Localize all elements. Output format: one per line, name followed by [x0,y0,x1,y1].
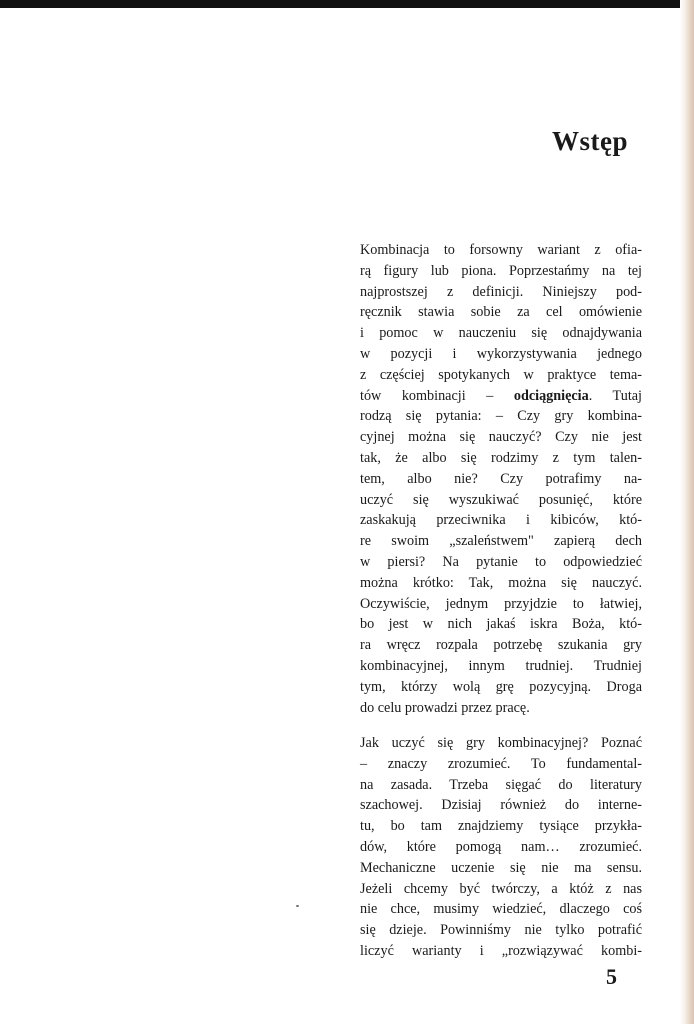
text-fragment: tów kombinacji – [360,387,514,404]
text-line: do celu prowadzi przez pracę. [360,699,530,716]
text-line: Kombinacja to forsowny wariant z ofia- [360,242,642,258]
text-line: uczyć się wyszukiwać posunięć, które [360,491,642,508]
text-line: Jeżeli chcemy być twórczy, a któż z nas [360,880,642,897]
chapter-heading: Wstęp [552,126,628,156]
scan-speck [296,905,299,907]
text-line: w piersi? Na pytanie to odpowiedzieć [360,553,642,570]
text-line: ra wręcz rozpala potrzebę szukania gry [360,637,642,654]
text-line: – znaczy zrozumieć. To fundamental- [360,755,642,772]
text-line: nie chce, musimy wiedzieć, dlaczego coś [360,901,642,918]
text-line: kombinacyjnej, innym trudniej. Trudniej [360,657,642,674]
text-line [360,386,642,407]
text-line: bo jest w nich jakaś iskra Boża, któ- [360,616,642,633]
text-line: z częściej spotykanych w praktyce tema- [360,366,642,383]
text-line: Oczywiście, jednym przyjdzie to łatwiej, [360,595,642,612]
page-edge-shadow [680,0,694,1024]
text-line: zaskakują przeciwnika i kibiców, któ- [360,512,642,529]
scan-top-border [0,0,694,8]
text-line: cyjnej można się nauczyć? Czy nie jest [360,429,642,446]
text-fragment: . Tutaj [588,387,642,404]
text-line: rą figury lub piona. Poprzestańmy na tej [360,262,642,279]
text-line: tem, albo nie? Czy potrafimy na- [360,470,642,487]
text-line: dów, które pomogą nam… zrozumieć. [360,838,642,855]
text-line: re swoim „szaleństwem" zapierą dech [360,533,642,550]
text-line: Jak uczyć się gry kombinacyjnej? Poznać [360,735,642,751]
text-line: na zasada. Trzeba sięgać do literatury [360,776,642,793]
text-line: tak, że albo się rodzimy z tym talen- [360,449,642,466]
text-line: się dzieje. Powinniśmy nie tylko potrafić [360,922,642,939]
text-line: liczyć warianty i „rozwiązywać kombi- [360,942,642,959]
text-line: w pozycji i wykorzystywania jednego [360,345,642,362]
text-line: ręcznik stawia sobie za cel omówienie [360,304,642,321]
paragraph-2 [360,733,642,962]
text-line: rodzą się pytania: – Czy gry kombina- [360,408,642,425]
text-line: najprostszej z definicji. Niniejszy pod- [360,283,642,300]
emphasized-term: odciągnięcia [513,387,589,404]
paragraph-1 [360,240,642,718]
text-line: i pomoc w nauczeniu się odnajdywania [360,325,642,342]
text-line: szachowej. Dzisiaj również do interne- [360,797,642,814]
text-line: tym, którzy wolą grę pozycyjną. Droga [360,678,642,695]
text-line: Mechaniczne uczenie się nie ma sensu. [360,859,642,876]
page-number: 5 [606,964,617,989]
text-line: tu, bo tam znajdziemy tysiące przykła- [360,818,642,835]
text-line: można krótko: Tak, można się nauczyć. [360,574,642,591]
